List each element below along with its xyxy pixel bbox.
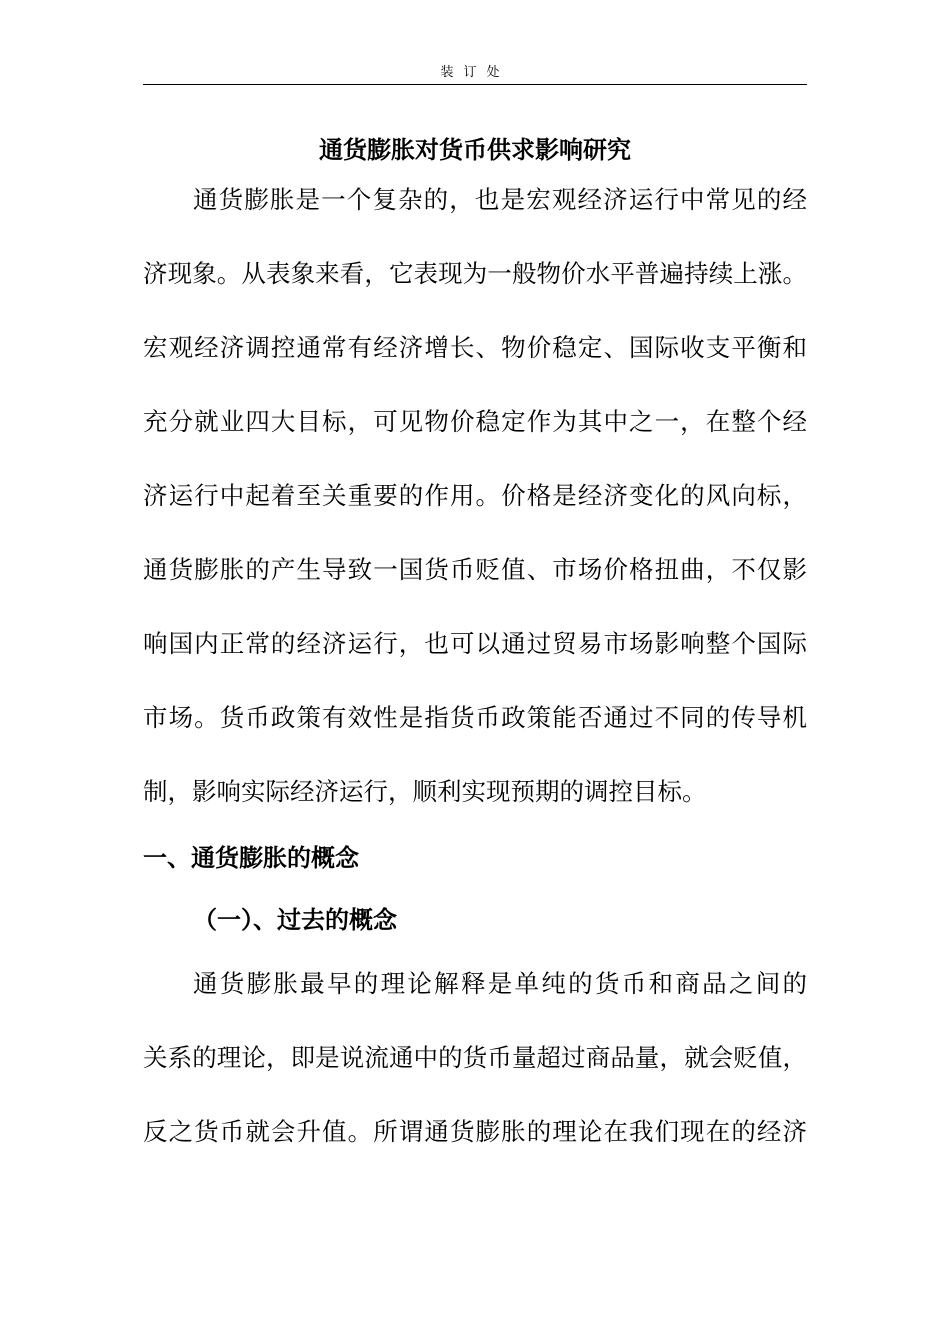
binding-label: 装订处 bbox=[440, 65, 510, 80]
paragraph-line: 济现象。从表象来看，它表现为一般物价水平普遍持续上涨。 bbox=[143, 259, 807, 288]
paragraph-line: 通货膨胀的产生导致一国货币贬值、市场价格扭曲，不仅影 bbox=[143, 555, 807, 584]
subsection-heading: （一）、过去的概念 bbox=[193, 906, 397, 934]
paragraph-line: 通货膨胀是一个复杂的，也是宏观经济运行中常见的经 bbox=[193, 185, 807, 214]
section-heading: 一、通货膨胀的概念 bbox=[143, 844, 359, 872]
paragraph-line: 响国内正常的经济运行，也可以通过贸易市场影响整个国际 bbox=[143, 629, 807, 658]
header-divider bbox=[143, 84, 807, 85]
document-title: 通货膨胀对货币供求影响研究 bbox=[319, 136, 631, 164]
paragraph-line: 市场。货币政策有效性是指货币政策能否通过不同的传导机 bbox=[143, 703, 807, 732]
paragraph-line: 反之货币就会升值。所谓通货膨胀的理论在我们现在的经济 bbox=[143, 1117, 807, 1146]
paragraph-line: 充分就业四大目标，可见物价稳定作为其中之一，在整个经 bbox=[143, 407, 807, 436]
paragraph-line: 制，影响实际经济运行，顺利实现预期的调控目标。 bbox=[143, 777, 707, 806]
paragraph-line: 通货膨胀最早的理论解释是单纯的货币和商品之间的 bbox=[193, 969, 807, 998]
paragraph-line: 济运行中起着至关重要的作用。价格是经济变化的风向标， bbox=[143, 481, 807, 510]
paragraph-line: 宏观经济调控通常有经济增长、物价稳定、国际收支平衡和 bbox=[143, 333, 807, 362]
paragraph-line: 关系的理论，即是说流通中的货币量超过商品量，就会贬值， bbox=[143, 1043, 807, 1072]
